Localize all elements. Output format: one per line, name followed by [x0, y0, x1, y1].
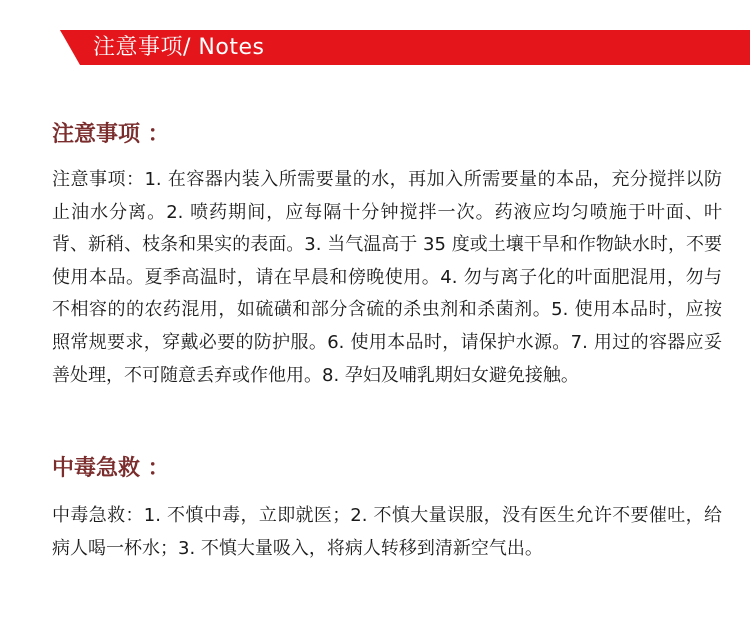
- first-aid-section: [52, 452, 722, 565]
- notes-body: 注意事项：1. 在容器内装入所需要量的水，再加入所需要量的本品，充分搅拌以防止油水分离。2. 喷药期间，应每隔十分钟搅拌一次。药液应均匀喷施于叶面、叶背、新稍、枝条和果实的表面。3. 当气温高于 35 度或土壤干旱和作物缺水时，不要使用本品。夏季高温时，请在早晨和傍晚使用。4. 勿与离子化的叶面肥混用，勿与不相容的的农药混用，如硫磺和部分含硫的杀虫剂和杀菌剂。5. 使用本品时，应按照常规要求，穿戴必要的防护服。6. 使用本品时，请保护水源。7. 用过的容器应妥善处理，不可随意丢弃或作他用。8. 孕妇及哺乳期妇女避免接触。: [52, 169, 722, 386]
- first-aid-heading: 中毒急救 ：: [52, 456, 170, 481]
- notes-heading: 注意事项 ：: [52, 122, 170, 147]
- banner-title: 注意事项/ Notes: [93, 35, 265, 60]
- first-aid-body: 中毒急救：1. 不慎中毒，立即就医；2. 不慎大量误服，没有医生允许不要催吐，给病人喝一杯水；3. 不慎大量吸入，将病人转移到清新空气出。: [52, 505, 722, 559]
- notes-banner: [0, 30, 750, 65]
- notes-section: [52, 118, 722, 392]
